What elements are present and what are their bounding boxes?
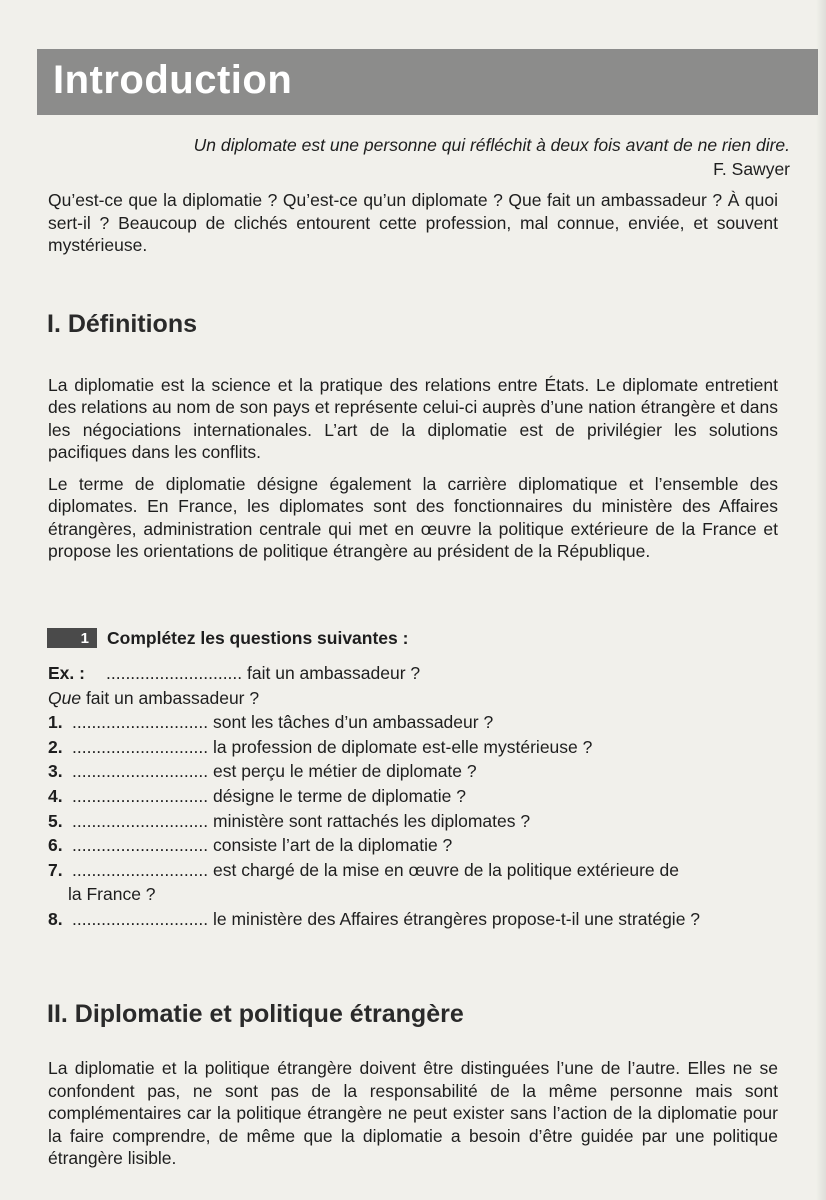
item-number: 6. bbox=[48, 835, 63, 856]
list-item bbox=[48, 907, 778, 932]
list-item bbox=[48, 809, 778, 834]
section1-paragraph-2: Le terme de diplomatie désigne également la carrière diplomatique et l’ensemble des diplomates. En France, les diplomates sont des fonctionnaires du ministère des Affaires étrangères, administration centrale qui met en œuvre la politique extérieure de la France et propose les orientations de politique étrangère au président de la République. bbox=[48, 474, 778, 561]
exercise-instruction: Complétez les questions suivantes : bbox=[107, 627, 409, 648]
exercise-number: 1 bbox=[47, 628, 97, 648]
item-text: ............................ le ministère des Affaires étrangères propose-t-il une stratégie ? bbox=[72, 908, 701, 929]
section2-paragraph: La diplomatie et la politique étrangère doivent être distinguées l’une de l’autre. Elles ne se confondent pas, ne sont pas de la responsabilité de la même personne mais sont complémentaires car la politique étrangère ne peut exister sans l’action de la diplomatie pour la faire comprendre, de même que la diplomatie a besoin d’être guidée par une politique étrangère lisible. bbox=[48, 1058, 778, 1168]
epigraph bbox=[48, 133, 790, 181]
example-label: Ex. : bbox=[48, 663, 85, 683]
section1-paragraph-1: La diplomatie est la science et la pratique des relations entre États. Le diplomate entretient des relations au nom de son pays et représente celui-ci auprès d’une nation étrangère et dans les négociations internationales. L’art de la diplomatie est de privilégier les solutions pacifiques dans les conflits. bbox=[48, 375, 778, 462]
list-item bbox=[48, 710, 778, 735]
item-text: ............................ consiste l’art de la diplomatie ? bbox=[72, 835, 453, 856]
section1-heading: I. Définitions bbox=[47, 310, 197, 338]
item-number: 1. bbox=[48, 712, 63, 733]
item-number: 3. bbox=[48, 761, 63, 782]
list-item bbox=[48, 784, 778, 809]
item-text: ............................ est chargé de la mise en œuvre de la politique extérieure de bbox=[72, 859, 679, 880]
item-text: ............................ sont les tâches d’un ambassadeur ? bbox=[72, 712, 494, 733]
list-item bbox=[48, 858, 778, 883]
item-number: 5. bbox=[48, 810, 63, 831]
item-number: 7. bbox=[48, 859, 63, 880]
title-banner bbox=[37, 49, 818, 115]
item-text: ............................ la profession de diplomate est-elle mystérieuse ? bbox=[72, 736, 593, 757]
item-number: 8. bbox=[48, 908, 63, 929]
intro-paragraph: Qu’est-ce que la diplomatie ? Qu’est-ce qu’un diplomate ? Que fait un ambassadeur ? À quoi sert-il ? Beaucoup de clichés entourent cette profession, mal connue, enviée, et souvent mystérieuse. bbox=[48, 190, 778, 255]
section2-heading: II. Diplomatie et politique étrangère bbox=[47, 1000, 464, 1028]
example-answer-rest: fait un ambassadeur ? bbox=[81, 687, 260, 708]
list-item bbox=[48, 833, 778, 858]
exercise-header bbox=[47, 626, 408, 650]
item-number: 4. bbox=[48, 785, 63, 806]
epigraph-author: F. Sawyer bbox=[713, 159, 790, 179]
page-edge-shadow bbox=[816, 0, 826, 1200]
item-text: ............................ désigne le terme de diplomatie ? bbox=[72, 785, 466, 806]
example-answer-word: Que bbox=[48, 687, 82, 708]
example-blank: ............................ fait un ambassadeur ? bbox=[106, 663, 421, 683]
example-answer bbox=[48, 686, 778, 711]
list-item bbox=[48, 759, 778, 784]
item-text: ............................ ministère sont rattachés les diplomates ? bbox=[72, 810, 531, 831]
page-title: Introduction bbox=[53, 58, 293, 102]
list-item-continuation: la France ? bbox=[68, 884, 156, 905]
exercise-body bbox=[48, 661, 778, 932]
example-row bbox=[48, 661, 778, 686]
epigraph-text: Un diplomate est une personne qui réfléchit à deux fois avant de ne rien dire. bbox=[193, 135, 790, 155]
list-item bbox=[48, 735, 778, 760]
item-text: ............................ est perçu le métier de diplomate ? bbox=[72, 761, 477, 782]
item-number: 2. bbox=[48, 736, 63, 757]
